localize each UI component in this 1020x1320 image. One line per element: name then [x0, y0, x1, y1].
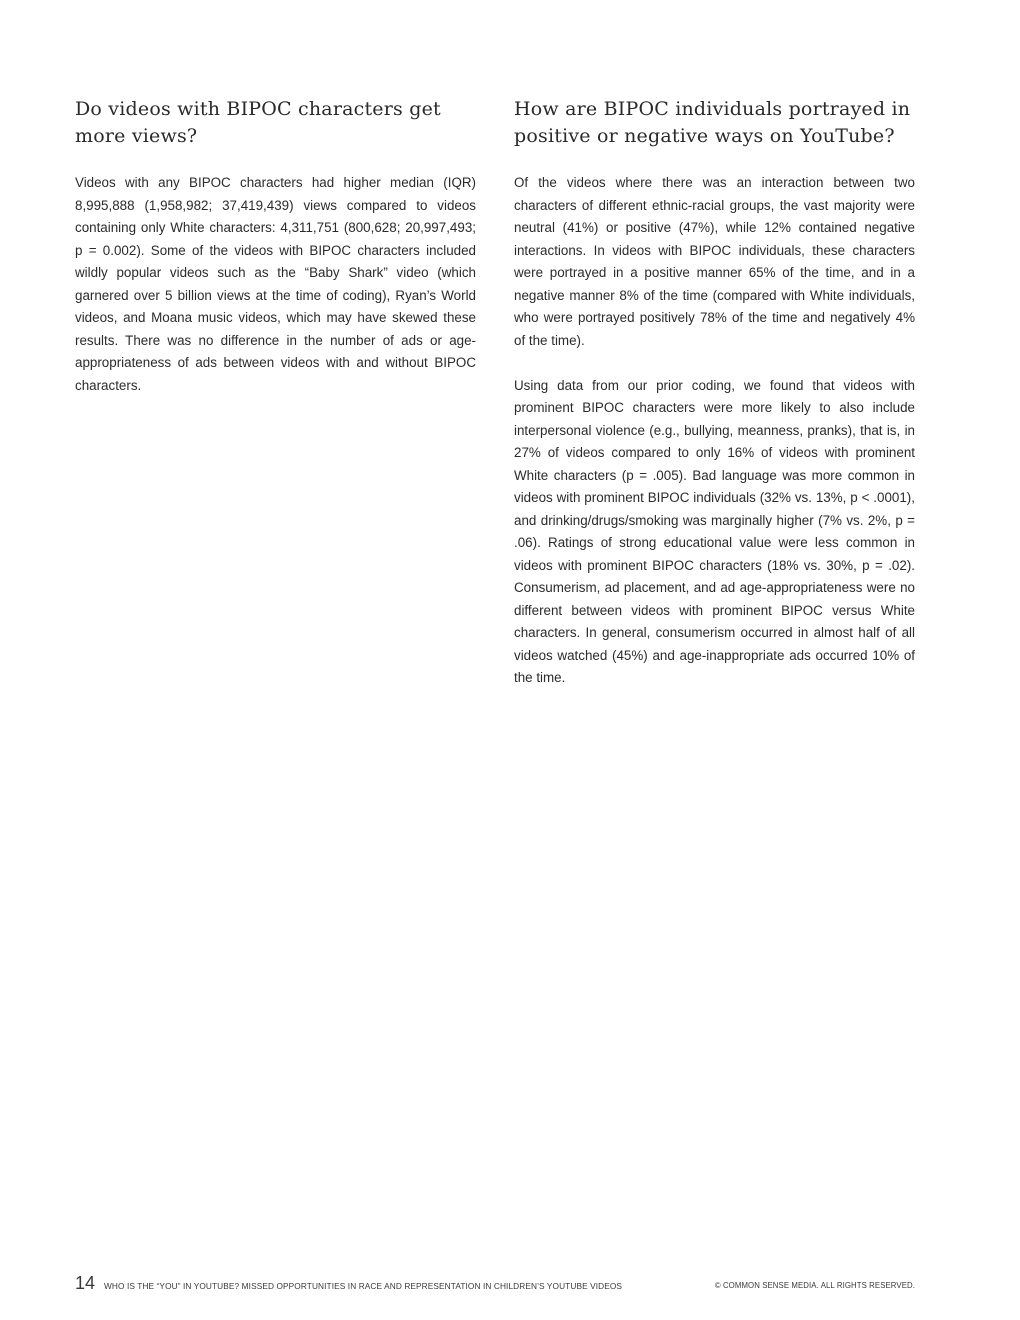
left-column	[75, 96, 476, 420]
section-heading-views: Do videos with BIPOC characters get more views?	[75, 98, 441, 147]
page-number: 14	[75, 1273, 96, 1293]
running-title: WHO IS THE “YOU” IN YOUTUBE? MISSED OPPORTUNITIES IN RACE AND REPRESENTATION IN CHILDREN’S YOUTUBE VIDEOS	[104, 1281, 623, 1291]
copyright-notice: © COMMON SENSE MEDIA. ALL RIGHTS RESERVED.	[714, 1281, 915, 1290]
body-paragraph: Using data from our prior coding, we found that videos with prominent BIPOC characters were more likely to also include interpersonal violence (e.g., bullying, meanness, pranks), that is, in 27% of videos compared to only 16% of videos with prominent White characters (p = .005). Bad language was more common in videos with prominent BIPOC individuals (32% vs. 13%, p < .0001), and drinking/drugs/smoking was marginally higher (7% vs. 2%, p = .06). Ratings of strong educational value were less common in videos with prominent BIPOC characters (18% vs. 30%, p = .02). Consumerism, ad placement, and ad age-appropriateness were no different between videos with prominent BIPOC versus White characters. In general, consumerism occurred in almost half of all videos watched (45%) and age-inappropriate ads occurred 10% of the time.	[514, 377, 915, 685]
right-column	[514, 96, 915, 712]
page-footer	[75, 1272, 915, 1294]
body-paragraph: Of the videos where there was an interaction between two characters of different ethnic-racial groups, the vast majority were neutral (41%) or positive (47%), while 12% contained negative interactions. In videos with BIPOC individuals, these characters were portrayed in a positive manner 65% of the time, and in a negative manner 8% of the time (compared with White individuals, who were portrayed positively 78% of the time and negatively 4% of the time).	[514, 175, 915, 348]
body-paragraph: Videos with any BIPOC characters had higher median (IQR) 8,995,888 (1,958,982; 37,419,439) views compared to videos containing only White characters: 4,311,751 (800,628; 20,997,493; p = 0.002). Some of the videos with BIPOC characters included wildly popular videos such as the “Baby Shark” video (which garnered over 5 billion views at the time of coding), Ryan’s World videos, and Moana music videos, which may have skewed these results. There was no difference in the number of ads or age-appropriateness of ads between videos with and without BIPOC characters.	[75, 175, 476, 393]
section-heading-portrayal: How are BIPOC individuals portrayed in positive or negative ways on YouTube?	[514, 98, 911, 147]
